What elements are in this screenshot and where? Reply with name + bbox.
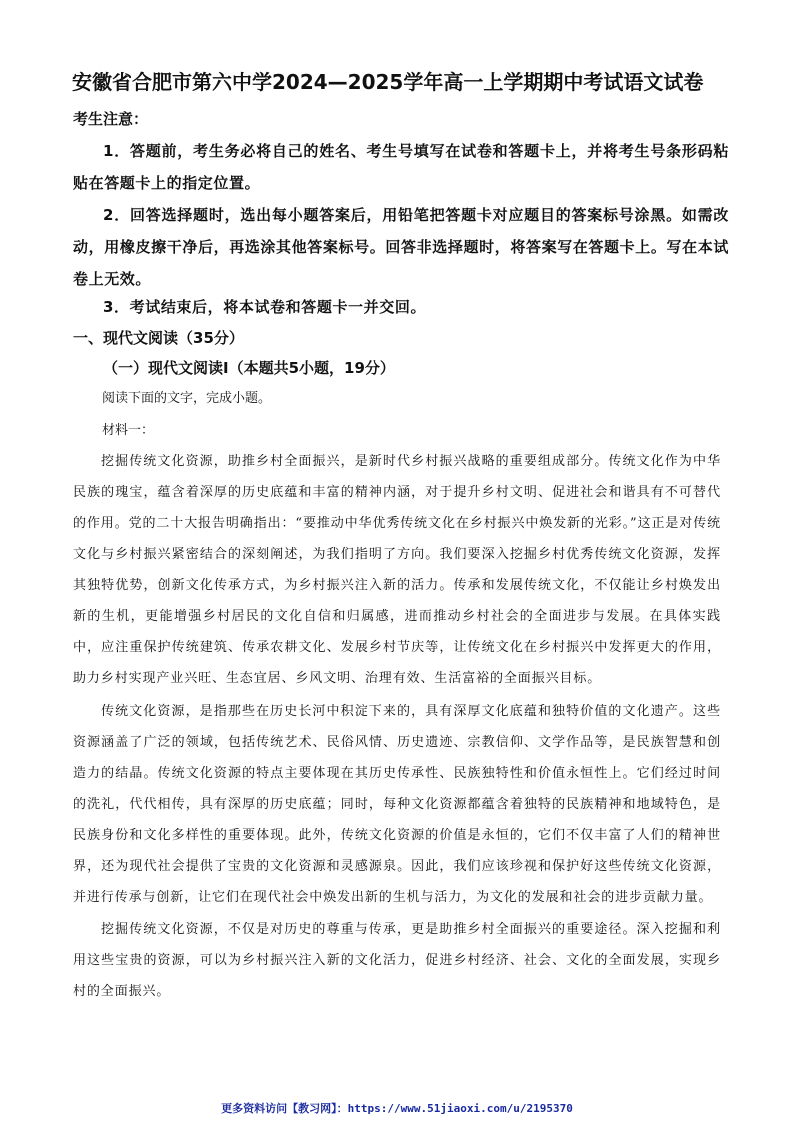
notice-item-3: 3．考试结束后，将本试卷和答题卡一并交回。 [103, 298, 427, 316]
material-paragraph-3: 挖掘传统文化资源，不仅是对历史的尊重与传承，更是助推乡村全面振兴的重要途径。深入挖掘和利用这些宝贵的资源，可以为乡村振兴注入新的文化活力，促进乡村经济、社会、文化的全面发展，实现乡村的全面振兴。 [73, 922, 721, 999]
material-label: 材料一： [102, 423, 155, 438]
section-heading: 一、现代文阅读（35分） [73, 329, 244, 347]
exam-title: 安徽省合肥市第六中学2024—2025学年高一上学期期中考试语文试卷 [72, 70, 704, 94]
footer-link[interactable]: 更多资料访问【教习网】：https://www.51jiaoxi.com/u/2195370 [221, 1102, 573, 1115]
material-paragraph-2: 传统文化资源，是指那些在历史长河中积淀下来的，具有深厚文化底蕴和独特价值的文化遗产。这些资源涵盖了广泛的领域，包括传统艺术、民俗风情、历史遗迹、宗教信仰、文学作品等，是民族智慧和创造力的结晶。传统文化资源的特点主要体现在其历史传承性、民族独特性和价值永恒性上。它们经过时间的洗礼，代代相传，具有深厚的历史底蕴；同时，每种文化资源都蕴含着独特的民族精神和地域特色，是民族身份和文化多样性的重要体现。此外，传统文化资源的价值是永恒的，它们不仅丰富了人们的精神世界，还为现代社会提供了宝贵的文化资源和灵感源泉。因此，我们应该珍视和保护好这些传统文化资源，并进行传承与创新，让它们在现代社会中焕发出新的生机与活力，为文化的发展和社会的进步贡献力量。 [73, 704, 721, 905]
notice-label: 考生注意： [73, 110, 149, 128]
material-paragraph-1: 挖掘传统文化资源，助推乡村全面振兴，是新时代乡村振兴战略的重要组成部分。传统文化作为中华民族的瑰宝，蕴含着深厚的历史底蕴和丰富的精神内涵，对于提升乡村文明、促进社会和谐具有不可替代的作用。党的二十大报告明确指出：“要推动中华优秀传统文化在乡村振兴中焕发新的光彩。”这正是对传统文化与乡村振兴紧密结合的深刻阐述，为我们指明了方向。我们要深入挖掘乡村优秀传统文化资源，发挥其独特优势，创新文化传承方式，为乡村振兴注入新的活力。传承和发展传统文化，不仅能让乡村焕发出新的生机，更能增强乡村居民的文化自信和归属感，进而推动乡村社会的全面进步与发展。在具体实践中，应注重保护传统建筑、传承农耕文化、发展乡村节庆等，让传统文化在乡村振兴中发挥更大的作用，助力乡村实现产业兴旺、生态宜居、乡风文明、治理有效、生活富裕的全面振兴目标。 [73, 454, 721, 686]
notice-item-2: 2．回答选择题时，选出每小题答案后，用铅笔把答题卡对应题目的答案标号涂黑。如需改动，用橡皮擦干净后，再选涂其他答案标号。回答非选择题时，将答案写在答题卡上。写在本试卷上无效。 [73, 206, 729, 288]
notice-item-1: 1．答题前，考生务必将自己的姓名、考生号填写在试卷和答题卡上，并将考生号条形码粘贴在答题卡上的指定位置。 [73, 142, 729, 192]
reading-instruction: 阅读下面的文字，完成小题。 [102, 391, 272, 406]
subsection-heading: （一）现代文阅读Ⅰ（本题共5小题，19分） [103, 359, 395, 377]
